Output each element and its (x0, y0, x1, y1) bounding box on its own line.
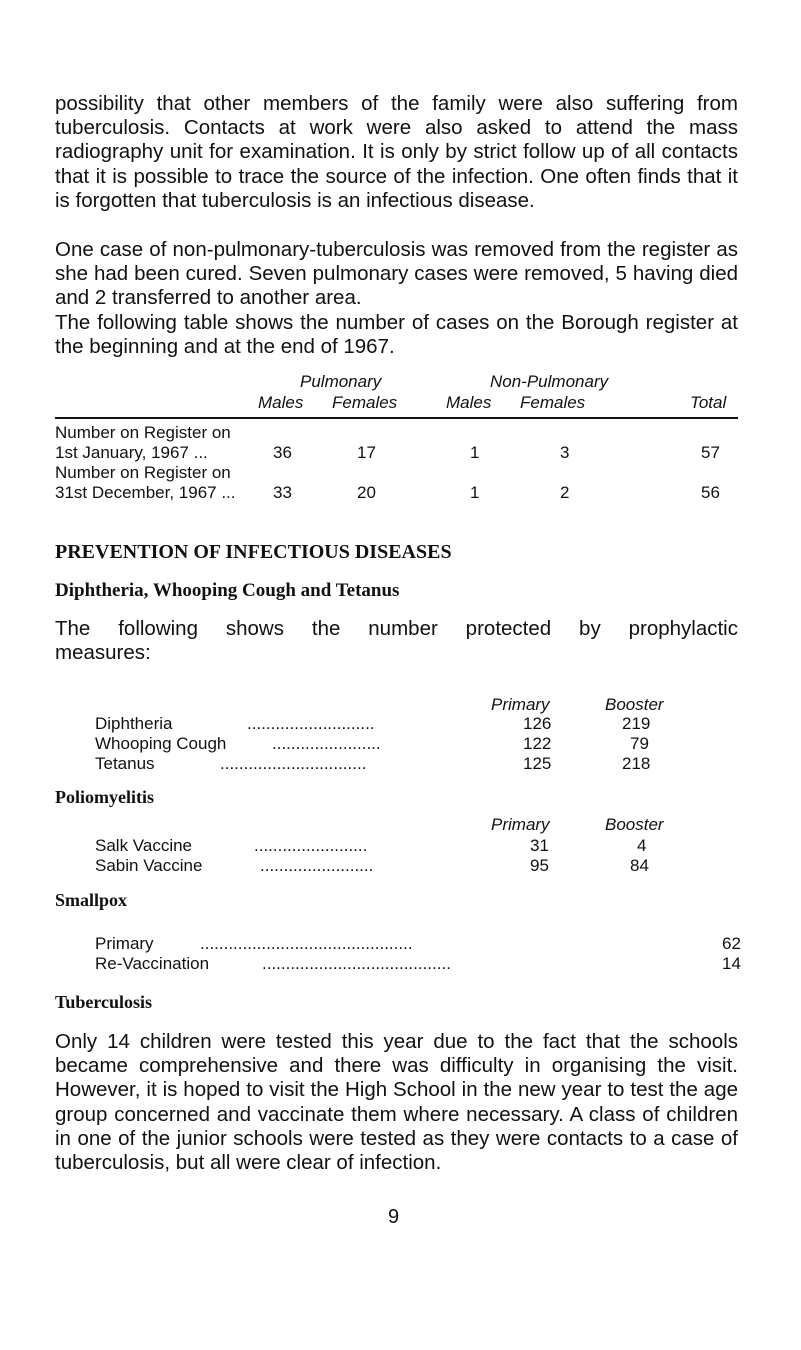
dwt-row-whooping-label: Whooping Cough (95, 734, 227, 753)
dwt-row-tetanus-booster: 218 (622, 754, 651, 773)
row2-label-line1: Number on Register on (55, 463, 231, 482)
group-header-non-pulmonary: Non-Pulmonary (490, 372, 609, 391)
tb-paragraph: Only 14 children were tested this year due to the fact that the schools became comprehensive and there was difficulty in organising the visit. However, it is hoped to visit the High School in the new year to test the age group concerned and vaccinate them where necessary. A class of children in one of the junior schools were tested as they were contacts to a case of tuberculosis, but all were clear of infection. (55, 1030, 738, 1175)
smallpox-row-revacc-dots: ........................................ (262, 954, 451, 973)
dwt-intro-line1: The following shows the number protected by prophylactic (55, 617, 738, 640)
row2-nonpulm-females: 2 (560, 483, 570, 502)
polio-header-booster: Booster (605, 815, 664, 834)
row1-nonpulm-females: 3 (560, 443, 570, 462)
row2-label-line2: 31st December, 1967 ... (55, 483, 236, 502)
col-header-pulm-males: Males (258, 393, 304, 412)
polio-row-sabin-primary: 95 (530, 856, 549, 875)
dwt-row-diphtheria-label: Diphtheria (95, 714, 173, 733)
col-header-nonpulm-females: Females (520, 393, 586, 412)
row2-total: 56 (701, 483, 720, 502)
row1-label-line2: 1st January, 1967 ... (55, 443, 208, 462)
row1-total: 57 (701, 443, 720, 462)
smallpox-row-revacc-value: 14 (722, 954, 741, 973)
smallpox-row-primary-value: 62 (722, 934, 741, 953)
sub-heading-dwt: Diphtheria, Whooping Cough and Tetanus (55, 580, 400, 601)
intro-paragraph-1: possibility that other members of the family were also suffering from tuberculosis. Contacts at work were also asked to attend the mass radiography unit for examination. It is only by strict follow up of all contacts that it is possible to trace the source of the infection. One often finds that it is forgotten that tuberculosis is an infectious disease. (55, 92, 738, 212)
dwt-intro-line2: measures: (55, 641, 151, 664)
polio-row-sabin-dots: ........................ (260, 856, 374, 875)
polio-row-sabin-label: Sabin Vaccine (95, 856, 203, 875)
smallpox-row-primary-label: Primary (95, 934, 154, 953)
dwt-header-primary: Primary (491, 695, 550, 714)
dwt-row-diphtheria-booster: 219 (622, 714, 651, 733)
polio-row-salk-label: Salk Vaccine (95, 836, 193, 855)
col-header-nonpulm-males: Males (446, 393, 492, 412)
polio-header-primary: Primary (491, 815, 550, 834)
polio-row-salk-booster: 4 (637, 836, 647, 855)
dwt-header-booster: Booster (605, 695, 664, 714)
sub-heading-smallpox: Smallpox (55, 890, 128, 910)
col-header-pulm-females: Females (332, 393, 398, 412)
group-header-pulmonary: Pulmonary (300, 372, 382, 391)
dwt-row-whooping-primary: 122 (523, 734, 552, 753)
row1-pulm-females: 17 (357, 443, 376, 462)
dwt-row-diphtheria-dots: ........................... (247, 714, 375, 733)
dwt-row-tetanus-primary: 125 (523, 754, 552, 773)
row2-pulm-males: 33 (273, 483, 292, 502)
row2-nonpulm-males: 1 (470, 483, 480, 502)
dwt-row-tetanus-dots: ............................... (220, 754, 367, 773)
section-heading: PREVENTION OF INFECTIOUS DISEASES (55, 541, 452, 563)
dwt-row-whooping-dots: ....................... (272, 734, 381, 753)
table-rule (55, 417, 738, 419)
dwt-row-whooping-booster: 79 (630, 734, 649, 753)
smallpox-row-revacc-label: Re-Vaccination (95, 954, 210, 973)
intro-paragraph-2: One case of non-pulmonary-tuberculosis was removed from the register as she had been cured. Seven pulmonary cases were removed, 5 having died and 2 transferred to another area. (55, 238, 738, 310)
sub-heading-polio: Poliomyelitis (55, 787, 154, 807)
dwt-row-diphtheria-primary: 126 (523, 714, 552, 733)
sub-heading-tuberculosis: Tuberculosis (55, 992, 153, 1012)
row1-pulm-males: 36 (273, 443, 292, 462)
intro-paragraph-3: The following table shows the number of cases on the Borough register at the beginning and at the end of 1967. (55, 311, 738, 359)
polio-row-salk-primary: 31 (530, 836, 549, 855)
page-number: 9 (388, 1206, 400, 1228)
row2-pulm-females: 20 (357, 483, 376, 502)
row1-nonpulm-males: 1 (470, 443, 480, 462)
smallpox-row-primary-dots: ............................................. (200, 934, 413, 953)
polio-row-salk-dots: ........................ (254, 836, 368, 855)
dwt-row-tetanus-label: Tetanus (95, 754, 155, 773)
polio-row-sabin-booster: 84 (630, 856, 649, 875)
col-header-total: Total (690, 393, 727, 412)
row1-label-line1: Number on Register on (55, 423, 231, 442)
